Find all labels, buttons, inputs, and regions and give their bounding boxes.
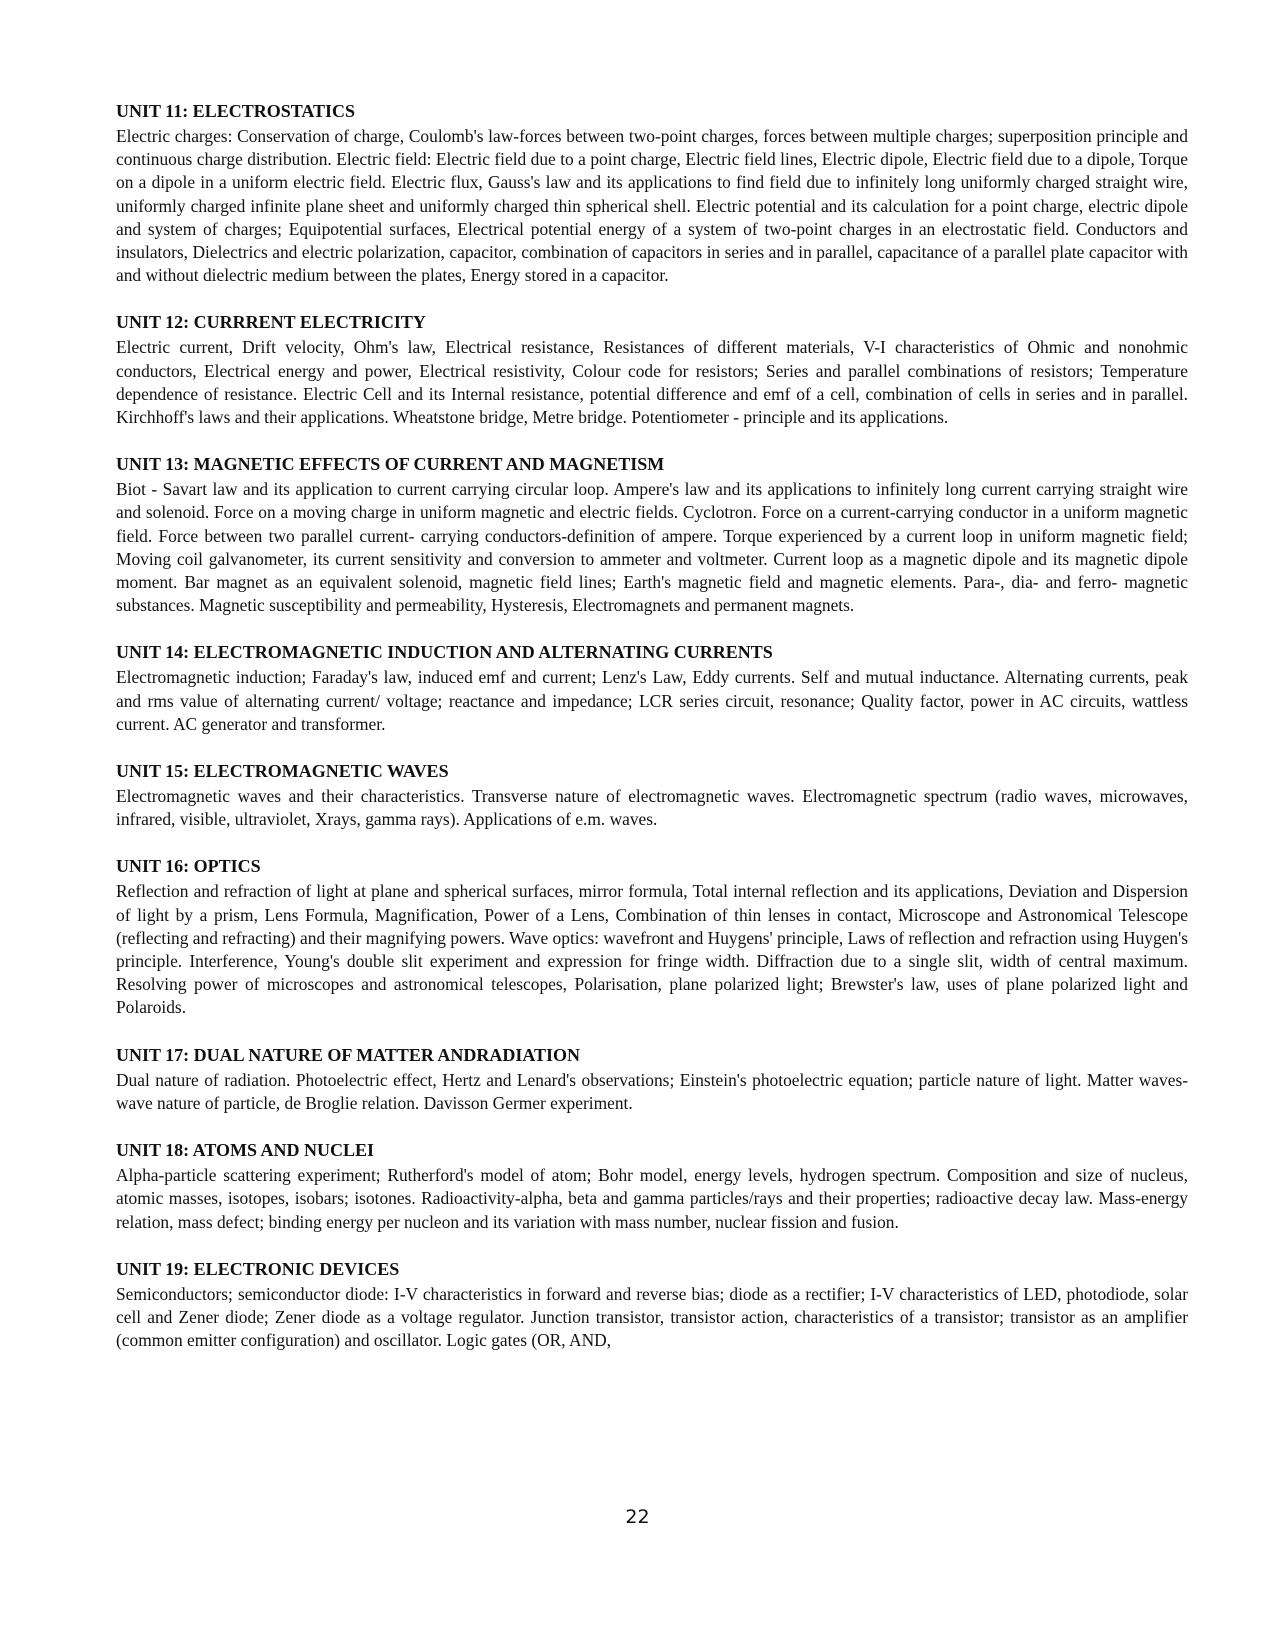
- unit-12-body: Electric current, Drift velocity, Ohm's law, Electrical resistance, Resistances of different materials, V-I characteristics of Ohmic and nonohmic conductors, Electrical energy and power, Electrical resistivity, Colour code for resistors; Series and parallel combinations of resistors; Temperature dependence of resistance. Electric Cell and its Internal resistance, potential difference and emf of a cell, combination of cells in series and in parallel. Kirchhoff's laws and their applications. Wheatstone bridge, Metre bridge. Potentiometer - principle and its applications.: [116, 337, 1188, 428]
- unit-11-title: UNIT 11: ELECTROSTATICS: [116, 101, 356, 121]
- unit-19-body: Semiconductors; semiconductor diode: I-V characteristics in forward and reverse bias; diode as a rectifier; I-V characteristics of LED, photodiode, solar cell and Zener diode; Zener diode as a voltage regulator. Junction transistor, transistor action, characteristics of a transistor; transistor as an amplifier (common emitter configuration) and oscillator. Logic gates (OR, AND,: [116, 1283, 1188, 1351]
- unit-13-section: [116, 453, 1188, 617]
- unit-17-title: UNIT 17: DUAL NATURE OF MATTER ANDRADIATION: [116, 1044, 581, 1065]
- unit-12-title: UNIT 12: CURRRENT ELECTRICITY: [116, 312, 426, 333]
- syllabus-page: [116, 100, 1188, 1376]
- unit-16-section: [116, 855, 1188, 1019]
- unit-19-title: UNIT 19: ELECTRONIC DEVICES: [116, 1258, 400, 1279]
- unit-16-title: UNIT 16: OPTICS: [116, 856, 261, 877]
- unit-12-section: [116, 311, 1188, 429]
- unit-13-body: Biot - Savart law and its application to current carrying circular loop. Ampere's law and its applications to infinitely long current carrying straight wire and solenoid. Force on a moving charge in uniform magnetic and electric fields. Cyclotron. Force on a current-carrying conductor in a uniform magnetic field. Force between two parallel current- carrying conductors-definition of ampere. Torque experienced by a current loop in uniform magnetic field; Moving coil galvanometer, its current sensitivity and conversion to ammeter and voltmeter. Current loop as a magnetic dipole and its magnetic dipole moment. Bar magnet as an equivalent solenoid, magnetic field lines; Earth's magnetic field and magnetic elements. Para-, dia- and ferro- magnetic substances. Magnetic susceptibility and permeability, Hysteresis, Electromagnets and permanent magnets.: [116, 479, 1188, 616]
- unit-15-title: UNIT 15: ELECTROMAGNETIC WAVES: [116, 761, 449, 782]
- unit-18-title: UNIT 18: ATOMS AND NUCLEI: [116, 1140, 375, 1161]
- unit-14-title: UNIT 14: ELECTROMAGNETIC INDUCTION AND ALTERNATING CURRENTS: [116, 642, 773, 663]
- unit-19-section: [116, 1258, 1188, 1353]
- unit-11-section: [116, 100, 1188, 287]
- unit-14-section: [116, 641, 1188, 736]
- unit-18-section: [116, 1139, 1188, 1234]
- unit-15-body: Electromagnetic waves and their characteristics. Transverse nature of electromagnetic waves. Electromagnetic spectrum (radio waves, microwaves, infrared, visible, ultraviolet, Xrays, gamma rays). Applications of e.m. waves.: [116, 786, 1188, 830]
- unit-13-title: UNIT 13: MAGNETIC EFFECTS OF CURRENT AND MAGNETISM: [116, 454, 665, 475]
- page-number: 22: [625, 1506, 650, 1528]
- unit-18-body: Alpha-particle scattering experiment; Rutherford's model of atom; Bohr model, energy levels, hydrogen spectrum. Composition and size of nucleus, atomic masses, isotopes, isobars; isotones. Radioactivity-alpha, beta and gamma particles/rays and their properties; radioactive decay law. Mass-energy relation, mass defect; binding energy per nucleon and its variation with mass number, nuclear fission and fusion.: [116, 1165, 1188, 1232]
- unit-16-body: Reflection and refraction of light at plane and spherical surfaces, mirror formula, Total internal reflection and its applications, Deviation and Dispersion of light by a prism, Lens Formula, Magnification, Power of a Lens, Combination of thin lenses in contact, Microscope and Astronomical Telescope (reflecting and refracting) and their magnifying powers. Wave optics: wavefront and Huygens' principle, Laws of reflection and refraction using Huygen's principle. Interference, Young's double slit experiment and expression for fringe width. Diffraction due to a single slit, width of central maximum. Resolving power of microscopes and astronomical telescopes, Polarisation, plane polarized light; Brewster's law, uses of plane polarized light and Polaroids.: [116, 881, 1188, 1018]
- unit-14-body: Electromagnetic induction; Faraday's law, induced emf and current; Lenz's Law, Eddy currents. Self and mutual inductance. Alternating currents, peak and rms value of alternating current/ voltage; reactance and impedance; LCR series circuit, resonance; Quality factor, power in AC circuits, wattless current. AC generator and transformer.: [116, 667, 1188, 734]
- unit-11-body: Electric charges: Conservation of charge, Coulomb's law-forces between two-point charges, forces between multiple charges; superposition principle and continuous charge distribution. Electric field: Electric field due to a point charge, Electric field lines, Electric dipole, Electric field due to a dipole, Torque on a dipole in a uniform electric field. Electric flux, Gauss's law and its applications to find field due to infinitely long uniformly charged straight wire, uniformly charged infinite plane sheet and uniformly charged thin spherical shell. Electric potential and its calculation for a point charge, electric dipole and system of charges; Equipotential surfaces, Electrical potential energy of a system of two-point charges in an electrostatic field. Conductors and insulators, Dielectrics and electric polarization, capacitor, combination of capacitors in series and in parallel, capacitance of a parallel plate capacitor with and without dielectric medium between the plates, Energy stored in a capacitor.: [116, 126, 1188, 286]
- unit-15-section: [116, 760, 1188, 831]
- unit-17-section: [116, 1044, 1188, 1115]
- unit-17-body: Dual nature of radiation. Photoelectric effect, Hertz and Lenard's observations; Einstein's photoelectric equation; particle nature of light. Matter waves-wave nature of particle, de Broglie relation. Davisson Germer experiment.: [116, 1069, 1188, 1113]
